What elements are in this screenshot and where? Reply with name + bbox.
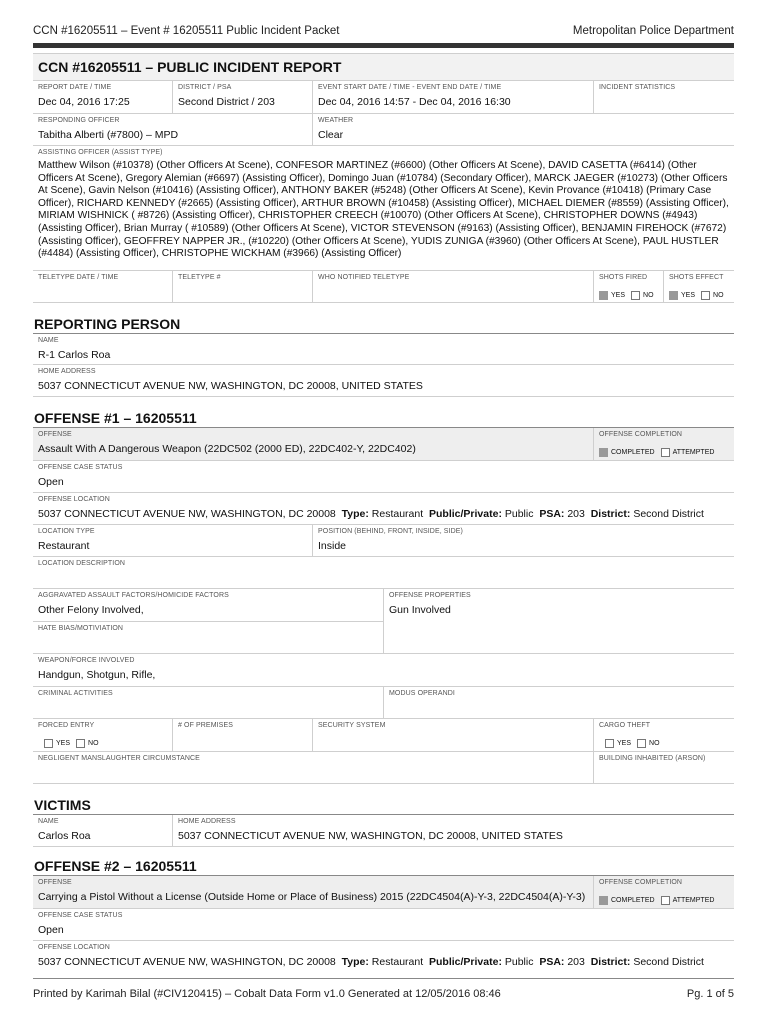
who-notified-cell — [313, 271, 594, 302]
reporting-person-name-label: NAME — [38, 337, 59, 344]
shots-fired-cell — [594, 271, 664, 302]
reporting-person-name-value: R-1 Carlos Roa — [38, 349, 111, 361]
offense-1-completion-label: OFFENSE COMPLETION — [599, 431, 683, 438]
criminal-activities-label: CRIMINAL ACTIVITIES — [38, 690, 113, 697]
offense-2-value: Carrying a Pistol Without a License (Outside Home or Place of Business) 2015 (22DC4504(A)-Y-3, 22DC4504(A)-Y-3) — [38, 891, 586, 903]
offense-1-psa-value: 203 — [567, 508, 585, 520]
weapon-value: Handgun, Shotgun, Rifle, — [38, 669, 156, 681]
reporting-person-name-row — [33, 334, 734, 365]
report-date-label: REPORT DATE / TIME — [38, 84, 112, 91]
forced-entry-yes-checkbox[interactable] — [44, 739, 53, 748]
district-label: DISTRICT / PSA — [178, 84, 232, 91]
offense-1-location-value — [38, 507, 729, 521]
offense-2-psa-key: PSA: — [539, 956, 565, 968]
negligent-row — [33, 752, 734, 784]
event-dates-cell — [313, 81, 594, 113]
victim-name-label: NAME — [38, 818, 59, 825]
reporting-person-address-row — [33, 365, 734, 397]
teletype-date-label: TELETYPE DATE / TIME — [38, 274, 119, 281]
report-date-cell — [33, 81, 173, 113]
assisting-value: Matthew Wilson (#10378) (Other Officers At Scene), CONFESOR MARTINEZ (#6600) (Other Officers At Scene), DAVID CASETTA (#6414) (Other Officers At Scene), Gregory Alemian (#6697) (Assisting Officer), Domingo Juan (#10784) (Secondary Officer), MARCK JAEGER (#10273) (Other Officers At Scene), Gavin Nelson (#10416) (Assisting Officer), ANTHONY BAKER (#5248) (Other Officers At Scene), Kevin Provance (#10418) (Primary Case Officer), RICHARD KENNEDY (#2665) (Assisting Officer), ARTHUR BROWN (#10458) (Assisting Officer), MICHAEL DIEMER (#8559) (Assisting Officer), MIRIAM WISHNICK ( #8726) (Assisting Officer), CHRISTOPHER CREECH (#10070) (Other Officers At Scene), CHRISTOPHER DOWNS (#4943) (Assisting Officer), Brian Murray ( #10589) (Other Officers At Scene), VICTOR STEVENSON (#9163) (Assisting Officer), BENJAMIN FIREHOCK (#7672) (Assisting Officer), GEOFFREY NAPPER JR., (#10220) (Other Officers At Scene), YUDIS ZUNIGA (#3960) (Other Officers At Scene), PAUL HUSTLER (#4484) (Assisting Officer), CHRISTOPHE WICKHAM (#3966) (Assisting Officer) — [38, 160, 729, 260]
offense-1-district-value: Second District — [633, 508, 704, 520]
offense-2-location-row — [33, 941, 734, 972]
forced-entry-no-label: NO — [88, 740, 99, 748]
premises-cell — [173, 719, 313, 751]
offense-1-attempted-label: ATTEMPTED — [672, 449, 715, 457]
shots-fired-no-checkbox[interactable] — [631, 291, 640, 300]
offense-2-completion-cell — [594, 876, 734, 908]
reporting-person-address-cell — [33, 365, 734, 396]
reporting-person-address-label: HOME ADDRESS — [38, 368, 96, 375]
teletype-number-cell — [173, 271, 313, 302]
cargo-theft-no-label: NO — [649, 740, 660, 748]
criminal-activities-row — [33, 687, 734, 719]
offense-1-type-key: Type: — [341, 508, 369, 520]
event-dates-value: Dec 04, 2016 14:57 - Dec 04, 2016 16:30 — [318, 96, 511, 108]
offense-1-row — [33, 428, 734, 461]
victims-heading: VICTIMS — [33, 796, 734, 815]
location-description-label: LOCATION DESCRIPTION — [38, 560, 126, 567]
weather-value: Clear — [318, 129, 344, 141]
responding-officer-label: RESPONDING OFFICER — [38, 117, 120, 124]
offense-2-status-label: OFFENSE CASE STATUS — [38, 912, 123, 919]
assisting-officers-cell — [33, 146, 734, 270]
modus-operandi-cell — [384, 687, 734, 718]
weather-label: WEATHER — [318, 117, 354, 124]
building-inhabited-cell — [594, 752, 734, 783]
aggravated-label: AGGRAVATED ASSAULT FACTORS/HOMICIDE FACTORS — [38, 592, 229, 599]
offense-properties-value: Gun Involved — [389, 604, 451, 616]
offense-2-row — [33, 876, 734, 909]
offense-1-completed-label: COMPLETED — [611, 449, 655, 457]
offense-1-heading: OFFENSE #1 – 16205511 — [33, 409, 734, 428]
report-form — [33, 50, 734, 972]
victim-address-value: 5037 CONNECTICUT AVENUE NW, WASHINGTON, DC 20008, UNITED STATES — [178, 830, 563, 842]
cargo-theft-yes-checkbox[interactable] — [605, 739, 614, 748]
offense-properties-cell — [384, 589, 734, 653]
security-system-cell — [313, 719, 594, 751]
responding-officer-value: Tabitha Alberti (#7800) – MPD — [38, 129, 179, 141]
cargo-theft-label: CARGO THEFT — [599, 722, 651, 729]
offense-2-status-value: Open — [38, 924, 64, 936]
offense-2-completion-label: OFFENSE COMPLETION — [599, 879, 683, 886]
forced-entry-label: FORCED ENTRY — [38, 722, 95, 729]
weapon-label: WEAPON/FORCE INVOLVED — [38, 657, 135, 664]
offense-2-psa-value: 203 — [567, 956, 585, 968]
location-type-label: LOCATION TYPE — [38, 528, 95, 535]
shots-effect-yes-label: YES — [681, 292, 696, 300]
offense-1-public-private-value: Public — [504, 508, 534, 520]
offense-2-attempted-label: ATTEMPTED — [672, 897, 715, 905]
who-notified-label: WHO NOTIFIED TELETYPE — [318, 274, 410, 281]
building-inhabited-label: BUILDING INHABITED (ARSON) — [599, 755, 706, 762]
reporting-person-address-value: 5037 CONNECTICUT AVENUE NW, WASHINGTON, DC 20008, UNITED STATES — [38, 380, 423, 392]
offense-2-location-address: 5037 CONNECTICUT AVENUE NW, WASHINGTON, DC 20008 — [38, 956, 336, 968]
offense-1-status-value: Open — [38, 476, 64, 488]
assisting-label: ASSISTING OFFICER (ASSIST TYPE) — [38, 149, 163, 156]
offense-1-location-row — [33, 493, 734, 525]
shots-effect-yes-checkbox[interactable] — [669, 291, 678, 300]
offense-1-public-private-key: Public/Private: — [429, 508, 502, 520]
offense-2-location-value — [38, 955, 729, 969]
aggravated-cell — [33, 589, 383, 621]
position-value: Inside — [318, 540, 347, 552]
offense-1-attempted-checkbox[interactable] — [661, 448, 670, 457]
offense-2-status-cell — [33, 909, 734, 940]
offense-2-cell — [33, 876, 594, 908]
teletype-date-cell — [33, 271, 173, 302]
offense-2-public-private-key: Public/Private: — [429, 956, 502, 968]
footer-printed-by: Printed by Karimah Bilal (#CIV120415) – Cobalt Data Form v1.0 Generated at 12/05/2016 08:46 — [33, 988, 501, 1000]
victim-address-cell — [173, 815, 734, 846]
cargo-theft-cell — [594, 719, 734, 751]
location-description-cell — [33, 557, 734, 588]
location-type-value: Restaurant — [38, 540, 90, 552]
teletype-number-label: TELETYPE # — [178, 274, 221, 281]
forced-entry-cell — [33, 719, 173, 751]
offense-1-type-value: Restaurant — [371, 508, 424, 520]
shots-effect-no-checkbox[interactable] — [701, 291, 710, 300]
location-type-cell — [33, 525, 313, 556]
shots-fired-label: SHOTS FIRED — [599, 274, 648, 281]
shots-effect-no-label: NO — [713, 292, 724, 300]
offense-2-public-private-value: Public — [504, 956, 534, 968]
forced-entry-no-checkbox[interactable] — [76, 739, 85, 748]
page-header — [33, 20, 734, 42]
offense-1-psa-key: PSA: — [539, 508, 565, 520]
incident-stats-label: INCIDENT STATISTICS — [599, 84, 676, 91]
aggravated-left-column — [33, 589, 384, 653]
footer-rule — [33, 978, 734, 979]
offense-2-completed-label: COMPLETED — [611, 897, 655, 905]
shots-effect-label: SHOTS EFFECT — [669, 274, 724, 281]
offense-1-location-cell — [33, 493, 734, 524]
page-footer — [33, 986, 734, 1002]
offense-1-location-type-row — [33, 525, 734, 557]
incident-stats-cell — [594, 81, 734, 113]
reporting-person-heading: REPORTING PERSON — [33, 315, 734, 334]
offense-2-attempted-checkbox[interactable] — [661, 896, 670, 905]
aggravated-block — [33, 589, 734, 654]
cargo-theft-no-checkbox[interactable] — [637, 739, 646, 748]
header-rule — [33, 43, 734, 48]
officer-row — [33, 114, 734, 146]
offense-2-type-key: Type: — [341, 956, 369, 968]
hate-bias-label: HATE BIAS/MOTIVIATION — [38, 625, 124, 632]
offense-1-label: OFFENSE — [38, 431, 72, 438]
offense-1-completion-cell — [594, 428, 734, 460]
modus-operandi-label: MODUS OPERANDI — [389, 690, 455, 697]
shots-fired-yes-checkbox[interactable] — [599, 291, 608, 300]
offense-1-location-address: 5037 CONNECTICUT AVENUE NW, WASHINGTON, DC 20008 — [38, 508, 336, 520]
aggravated-row — [33, 589, 383, 622]
offense-1-status-row — [33, 461, 734, 493]
victim-row — [33, 815, 734, 847]
negligent-cell — [33, 752, 594, 783]
header-case-title: CCN #16205511 – Event # 16205511 Public Incident Packet — [33, 25, 340, 37]
event-dates-label: EVENT START DATE / TIME - EVENT END DATE / TIME — [318, 84, 502, 91]
offense-2-label: OFFENSE — [38, 879, 72, 886]
victim-name-cell — [33, 815, 173, 846]
teletype-row — [33, 271, 734, 303]
report-date-value: Dec 04, 2016 17:25 — [38, 96, 130, 108]
weather-cell — [313, 114, 734, 145]
shots-effect-cell — [664, 271, 734, 302]
district-cell — [173, 81, 313, 113]
offense-2-location-cell — [33, 941, 734, 972]
offense-1-status-cell — [33, 461, 734, 492]
forced-entry-yes-label: YES — [56, 740, 71, 748]
criminal-activities-cell — [33, 687, 384, 718]
header-department: Metropolitan Police Department — [572, 25, 734, 37]
weapon-row — [33, 654, 734, 687]
offense-2-heading: OFFENSE #2 – 16205511 — [33, 857, 734, 876]
cargo-theft-yes-label: YES — [617, 740, 632, 748]
victim-name-value: Carlos Roa — [38, 830, 91, 842]
reporting-person-name-cell — [33, 334, 734, 364]
offense-2-status-row — [33, 909, 734, 941]
offense-2-district-key: District: — [590, 956, 631, 968]
offense-1-cell — [33, 428, 594, 460]
shots-fired-no-label: NO — [643, 292, 654, 300]
footer-page-number: Pg. 1 of 5 — [686, 988, 734, 1000]
offense-1-value: Assault With A Dangerous Weapon (22DC502 (2000 ED), 22DC402-Y, 22DC402) — [38, 443, 416, 455]
aggravated-value: Other Felony Involved, — [38, 604, 144, 616]
forced-entry-row — [33, 719, 734, 752]
position-cell — [313, 525, 734, 556]
offense-1-status-label: OFFENSE CASE STATUS — [38, 464, 123, 471]
premises-label: # OF PREMISES — [178, 722, 233, 729]
position-label: POSITION (BEHIND, FRONT, INSIDE, SIDE) — [318, 528, 463, 535]
security-system-label: SECURITY SYSTEM — [318, 722, 386, 729]
victim-address-label: HOME ADDRESS — [178, 818, 236, 825]
offense-1-completed-checkbox[interactable] — [599, 448, 608, 457]
offense-2-type-value: Restaurant — [371, 956, 424, 968]
report-summary-row — [33, 81, 734, 114]
district-value: Second District / 203 — [178, 96, 275, 108]
offense-1-district-key: District: — [590, 508, 631, 520]
offense-properties-label: OFFENSE PROPERTIES — [389, 592, 471, 599]
hate-bias-cell — [33, 622, 383, 653]
offense-2-completed-checkbox[interactable] — [599, 896, 608, 905]
negligent-label: NEGLIGENT MANSLAUGHTER CIRCUMSTANCE — [38, 755, 200, 762]
assisting-row — [33, 146, 734, 271]
offense-1-location-label: OFFENSE LOCATION — [38, 496, 110, 503]
responding-officer-cell — [33, 114, 313, 145]
location-description-row — [33, 557, 734, 589]
offense-2-district-value: Second District — [633, 956, 704, 968]
weapon-cell — [33, 654, 734, 686]
report-title: CCN #16205511 – PUBLIC INCIDENT REPORT — [33, 53, 734, 81]
shots-fired-yes-label: YES — [611, 292, 626, 300]
offense-2-location-label: OFFENSE LOCATION — [38, 944, 110, 951]
